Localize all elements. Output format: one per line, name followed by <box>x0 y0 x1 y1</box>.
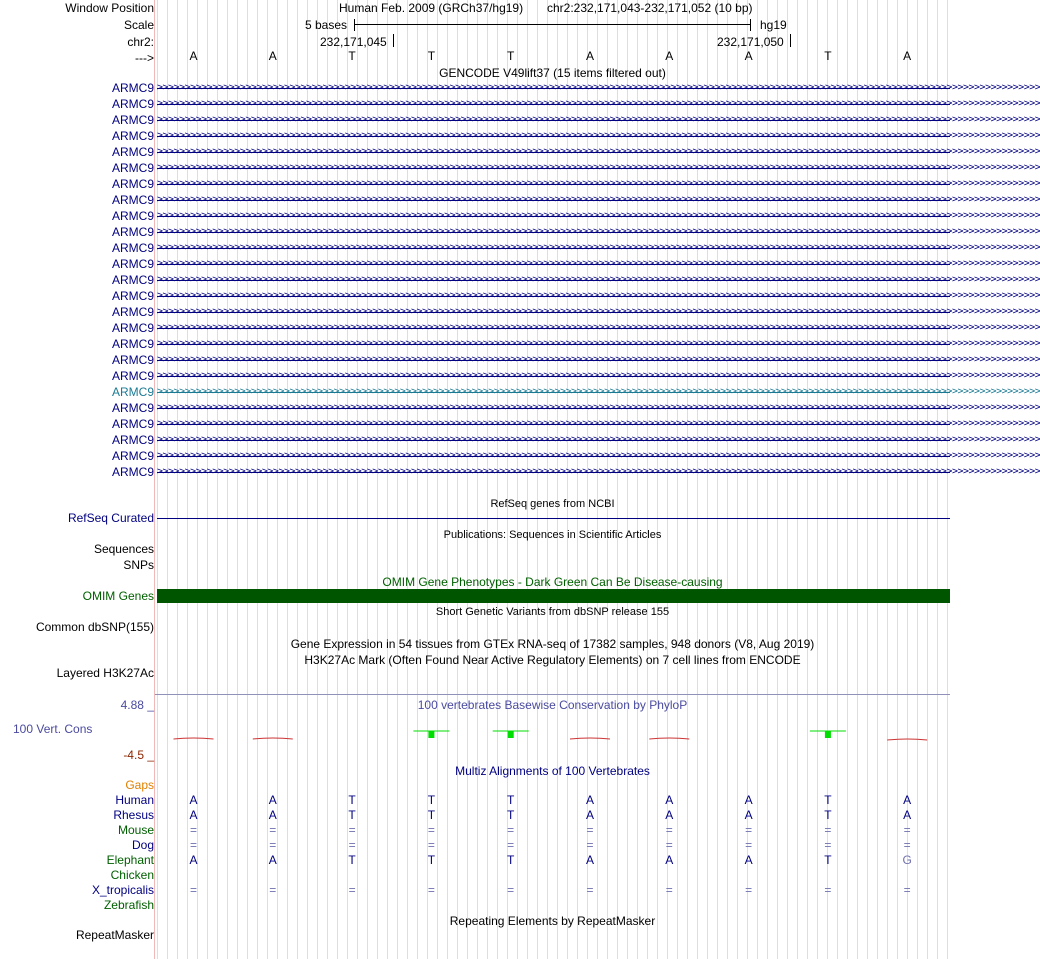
grid-line <box>787 0 788 959</box>
alignment-base: = <box>903 823 911 837</box>
grid-line <box>867 0 868 959</box>
position-readout: chr2:232,171,043-232,171,052 (10 bp) <box>547 1 753 15</box>
grid-line <box>847 0 848 959</box>
alignment-base: A <box>744 793 753 807</box>
grid-line <box>567 0 568 959</box>
alignment-base: T <box>427 808 436 822</box>
alignment-base: = <box>507 883 515 897</box>
alignment-base: = <box>269 823 277 837</box>
gencode-gene-feature[interactable] <box>157 273 1040 287</box>
gencode-gene-feature[interactable] <box>157 337 1040 351</box>
alignment-base: = <box>348 883 356 897</box>
gencode-gene-label[interactable]: ARMC9 <box>111 321 154 335</box>
strand-arrows-icon: >>>>>>>>>>>>>>>>>>>>>>>>>>>>>>>>>>>>>>>>>>>>>>>>>>>>>>>>>>>>>>>>>>>>>>>>>>>>>>>>>>>>>>>>>>>>>>>>>>>>>>>>>>>>>>>>>>>>>>>>>>>>>>>>>>>>>>>>>>>>>>>>>>>>>>>>>>>>>>>> <box>157 338 1040 349</box>
strand-arrows-icon: >>>>>>>>>>>>>>>>>>>>>>>>>>>>>>>>>>>>>>>>>>>>>>>>>>>>>>>>>>>>>>>>>>>>>>>>>>>>>>>>>>>>>>>>>>>>>>>>>>>>>>>>>>>>>>>>>>>>>>>>>>>>>>>>>>>>>>>>>>>>>>>>>>>>>>>>>>>>>>>> <box>157 370 1040 381</box>
dbsnp-track-title[interactable]: Short Genetic Variants from dbSNP release 155 <box>435 606 670 618</box>
gencode-gene-label[interactable]: ARMC9 <box>111 257 154 271</box>
strand-label: ---> <box>135 51 154 65</box>
species-label[interactable]: X_tropicalis <box>91 883 154 897</box>
omim-track-label[interactable]: OMIM Genes <box>82 589 154 603</box>
alignment-base: = <box>745 883 753 897</box>
grid-line <box>177 0 178 959</box>
alignment-base: = <box>348 838 356 852</box>
grid-line <box>537 0 538 959</box>
gencode-gene-label[interactable]: ARMC9 <box>111 161 154 175</box>
scale-db-label: hg19 <box>760 18 787 32</box>
gencode-gene-label[interactable]: ARMC9 <box>111 225 154 239</box>
gencode-gene-label[interactable]: ARMC9 <box>111 145 154 159</box>
gencode-gene-feature[interactable] <box>157 321 1040 335</box>
reference-base: A <box>268 49 277 63</box>
grid-line <box>647 0 648 959</box>
gencode-gene-label[interactable]: ARMC9 <box>111 273 154 287</box>
alignment-base: = <box>269 883 277 897</box>
pubs-track-title[interactable]: Publications: Sequences in Scientific Articles <box>443 529 662 541</box>
phylop-negative-mark <box>887 739 927 740</box>
gencode-gene-feature[interactable] <box>157 225 1040 239</box>
species-label[interactable]: Dog <box>131 838 154 852</box>
grid-line <box>337 0 338 959</box>
phylop-negative-mark <box>649 738 689 739</box>
gencode-gene-feature[interactable] <box>157 161 1040 175</box>
reference-base: A <box>744 49 753 63</box>
h3k27ac-track-title[interactable]: H3K27Ac Mark (Often Found Near Active Regulatory Elements) on 7 cell lines from ENCODE <box>304 653 801 667</box>
gencode-gene-feature[interactable] <box>157 417 1040 431</box>
grid-line <box>447 0 448 959</box>
strand-arrows-icon: >>>>>>>>>>>>>>>>>>>>>>>>>>>>>>>>>>>>>>>>>>>>>>>>>>>>>>>>>>>>>>>>>>>>>>>>>>>>>>>>>>>>>>>>>>>>>>>>>>>>>>>>>>>>>>>>>>>>>>>>>>>>>>>>>>>>>>>>>>>>>>>>>>>>>>>>>>>>>>>> <box>157 242 1040 253</box>
strand-arrows-icon: >>>>>>>>>>>>>>>>>>>>>>>>>>>>>>>>>>>>>>>>>>>>>>>>>>>>>>>>>>>>>>>>>>>>>>>>>>>>>>>>>>>>>>>>>>>>>>>>>>>>>>>>>>>>>>>>>>>>>>>>>>>>>>>>>>>>>>>>>>>>>>>>>>>>>>>>>>>>>>>> <box>157 466 1040 477</box>
alignment-base: A <box>665 793 674 807</box>
alignment-base: = <box>745 838 753 852</box>
alignment-base: A <box>665 853 674 867</box>
omim-feature-bar[interactable] <box>157 589 950 603</box>
alignment-base: T <box>507 808 515 822</box>
strand-arrows-icon: >>>>>>>>>>>>>>>>>>>>>>>>>>>>>>>>>>>>>>>>>>>>>>>>>>>>>>>>>>>>>>>>>>>>>>>>>>>>>>>>>>>>>>>>>>>>>>>>>>>>>>>>>>>>>>>>>>>>>>>>>>>>>>>>>>>>>>>>>>>>>>>>>>>>>>>>>>>>>>>> <box>157 450 1040 461</box>
grid-line <box>617 0 618 959</box>
grid-line <box>247 0 248 959</box>
alignment-base: A <box>665 808 674 822</box>
coord-right: 232,171,050 <box>717 35 784 49</box>
cons-max-label: 4.88 _ <box>120 698 154 712</box>
scale-bases-label: 5 bases <box>305 18 348 32</box>
grid-line <box>697 0 698 959</box>
grid-line <box>237 0 238 959</box>
strand-arrows-icon: >>>>>>>>>>>>>>>>>>>>>>>>>>>>>>>>>>>>>>>>>>>>>>>>>>>>>>>>>>>>>>>>>>>>>>>>>>>>>>>>>>>>>>>>>>>>>>>>>>>>>>>>>>>>>>>>>>>>>>>>>>>>>>>>>>>>>>>>>>>>>>>>>>>>>>>>>>>>>>>> <box>157 98 1040 109</box>
grid-line <box>417 0 418 959</box>
gencode-gene-feature[interactable] <box>157 353 1040 367</box>
species-label[interactable]: Rhesus <box>113 808 154 822</box>
alignment-base: = <box>824 823 832 837</box>
grid-line <box>687 0 688 959</box>
grid-line <box>727 0 728 959</box>
species-label[interactable]: Elephant <box>106 853 154 867</box>
cons-track-title[interactable]: 100 vertebrates Basewise Conservation by PhyloP <box>417 698 688 712</box>
grid-line <box>387 0 388 959</box>
strand-arrows-icon: >>>>>>>>>>>>>>>>>>>>>>>>>>>>>>>>>>>>>>>>>>>>>>>>>>>>>>>>>>>>>>>>>>>>>>>>>>>>>>>>>>>>>>>>>>>>>>>>>>>>>>>>>>>>>>>>>>>>>>>>>>>>>>>>>>>>>>>>>>>>>>>>>>>>>>>>>>>>>>>> <box>157 226 1040 237</box>
strand-arrows-icon: >>>>>>>>>>>>>>>>>>>>>>>>>>>>>>>>>>>>>>>>>>>>>>>>>>>>>>>>>>>>>>>>>>>>>>>>>>>>>>>>>>>>>>>>>>>>>>>>>>>>>>>>>>>>>>>>>>>>>>>>>>>>>>>>>>>>>>>>>>>>>>>>>>>>>>>>>>>>>>>> <box>157 322 1040 333</box>
alignment-base: A <box>189 853 198 867</box>
reference-base: T <box>348 49 356 63</box>
grid-line <box>947 0 948 959</box>
alignment-base: A <box>268 853 277 867</box>
alignment-base: = <box>427 823 435 837</box>
alignment-base: T <box>427 793 436 807</box>
grid-line <box>797 0 798 959</box>
grid-line <box>217 0 218 959</box>
omim-track-title[interactable]: OMIM Gene Phenotypes - Dark Green Can Be Disease-causing <box>382 575 723 589</box>
grid-line <box>857 0 858 959</box>
dbsnp-track-label[interactable]: Common dbSNP(155) <box>35 620 154 634</box>
reference-base: A <box>665 49 674 63</box>
h3k27ac-baseline <box>155 694 950 695</box>
strand-arrows-icon: >>>>>>>>>>>>>>>>>>>>>>>>>>>>>>>>>>>>>>>>>>>>>>>>>>>>>>>>>>>>>>>>>>>>>>>>>>>>>>>>>>>>>>>>>>>>>>>>>>>>>>>>>>>>>>>>>>>>>>>>>>>>>>>>>>>>>>>>>>>>>>>>>>>>>>>>>>>>>>>> <box>157 434 1040 445</box>
gencode-gene-label[interactable]: ARMC9 <box>111 305 154 319</box>
alignment-base: A <box>189 808 198 822</box>
phylop-positive-bar <box>825 731 831 738</box>
grid-line <box>577 0 578 959</box>
alignment-base: = <box>189 883 197 897</box>
alignment-base: T <box>348 853 356 867</box>
alignment-base: = <box>903 838 911 852</box>
reference-base: A <box>585 49 594 63</box>
alignment-base: T <box>507 853 515 867</box>
strand-arrows-icon: >>>>>>>>>>>>>>>>>>>>>>>>>>>>>>>>>>>>>>>>>>>>>>>>>>>>>>>>>>>>>>>>>>>>>>>>>>>>>>>>>>>>>>>>>>>>>>>>>>>>>>>>>>>>>>>>>>>>>>>>>>>>>>>>>>>>>>>>>>>>>>>>>>>>>>>>>>>>>>>> <box>157 194 1040 205</box>
gencode-gene-label[interactable]: ARMC9 <box>111 113 154 127</box>
gencode-gene-label[interactable]: ARMC9 <box>111 209 154 223</box>
strand-arrows-icon: >>>>>>>>>>>>>>>>>>>>>>>>>>>>>>>>>>>>>>>>>>>>>>>>>>>>>>>>>>>>>>>>>>>>>>>>>>>>>>>>>>>>>>>>>>>>>>>>>>>>>>>>>>>>>>>>>>>>>>>>>>>>>>>>>>>>>>>>>>>>>>>>>>>>>>>>>>>>>>>> <box>157 258 1040 269</box>
coord-right-tick <box>790 34 791 47</box>
gencode-gene-feature[interactable] <box>157 433 1040 447</box>
strand-arrows-icon: >>>>>>>>>>>>>>>>>>>>>>>>>>>>>>>>>>>>>>>>>>>>>>>>>>>>>>>>>>>>>>>>>>>>>>>>>>>>>>>>>>>>>>>>>>>>>>>>>>>>>>>>>>>>>>>>>>>>>>>>>>>>>>>>>>>>>>>>>>>>>>>>>>>>>>>>>>>>>>>> <box>157 354 1040 365</box>
strand-arrows-icon: >>>>>>>>>>>>>>>>>>>>>>>>>>>>>>>>>>>>>>>>>>>>>>>>>>>>>>>>>>>>>>>>>>>>>>>>>>>>>>>>>>>>>>>>>>>>>>>>>>>>>>>>>>>>>>>>>>>>>>>>>>>>>>>>>>>>>>>>>>>>>>>>>>>>>>>>>>>>>>>> <box>157 386 1040 397</box>
gencode-gene-label[interactable]: ARMC9 <box>111 337 154 351</box>
assembly-title: Human Feb. 2009 (GRCh37/hg19) <box>339 1 524 15</box>
alignment-base: = <box>189 823 197 837</box>
species-label[interactable]: Chicken <box>110 868 154 882</box>
grid-line <box>637 0 638 959</box>
gencode-gene-feature[interactable] <box>157 289 1040 303</box>
grid-line <box>377 0 378 959</box>
species-label[interactable]: Zebrafish <box>103 898 154 912</box>
gencode-gene-label[interactable]: ARMC9 <box>111 385 154 399</box>
window-position-label: Window Position <box>65 1 154 15</box>
label-divider <box>154 0 155 959</box>
h3k27ac-track-label[interactable]: Layered H3K27Ac <box>56 666 154 680</box>
alignment-base: T <box>348 808 356 822</box>
grid-line <box>317 0 318 959</box>
reference-base: T <box>507 49 515 63</box>
gencode-gene-label[interactable]: ARMC9 <box>111 353 154 367</box>
repeatmasker-track-title[interactable]: Repeating Elements by RepeatMasker <box>449 914 656 928</box>
alignment-base: A <box>268 793 277 807</box>
strand-arrows-icon: >>>>>>>>>>>>>>>>>>>>>>>>>>>>>>>>>>>>>>>>>>>>>>>>>>>>>>>>>>>>>>>>>>>>>>>>>>>>>>>>>>>>>>>>>>>>>>>>>>>>>>>>>>>>>>>>>>>>>>>>>>>>>>>>>>>>>>>>>>>>>>>>>>>>>>>>>>>>>>>> <box>157 402 1040 413</box>
species-label[interactable]: Human <box>115 793 154 807</box>
gencode-gene-feature[interactable] <box>157 449 1040 463</box>
alignment-base: T <box>824 793 832 807</box>
gencode-gene-feature[interactable] <box>157 97 1040 111</box>
alignment-base: = <box>427 883 435 897</box>
gencode-gene-feature[interactable] <box>157 177 1040 191</box>
gencode-gene-feature[interactable] <box>157 113 1040 127</box>
grid-line <box>607 0 608 959</box>
alignment-base: A <box>585 808 594 822</box>
grid-line <box>297 0 298 959</box>
gencode-gene-label[interactable]: ARMC9 <box>111 289 154 303</box>
phylop-negative-mark <box>570 738 610 739</box>
grid-line <box>157 0 158 959</box>
alignment-base: T <box>348 793 356 807</box>
alignment-base: A <box>189 793 198 807</box>
grid-line <box>717 0 718 959</box>
gencode-gene-label[interactable]: ARMC9 <box>111 433 154 447</box>
alignment-base: A <box>903 793 912 807</box>
alignment-base: A <box>268 808 277 822</box>
gencode-gene-label[interactable]: ARMC9 <box>111 401 154 415</box>
species-label[interactable]: Mouse <box>117 823 154 837</box>
grid-line <box>227 0 228 959</box>
grid-line <box>477 0 478 959</box>
coord-left-tick <box>393 34 394 47</box>
gencode-gene-feature[interactable] <box>157 129 1040 143</box>
grid-line <box>367 0 368 959</box>
cons-track-label[interactable]: 100 Vert. Cons <box>13 722 93 736</box>
alignment-base: = <box>586 883 594 897</box>
grid-line <box>257 0 258 959</box>
grid-line <box>327 0 328 959</box>
alignment-base: A <box>585 853 594 867</box>
grid-line <box>777 0 778 959</box>
alignment-base: = <box>665 823 673 837</box>
grid-line <box>527 0 528 959</box>
phylop-negative-mark <box>174 738 214 739</box>
gencode-gene-label[interactable]: ARMC9 <box>111 97 154 111</box>
strand-arrows-icon: >>>>>>>>>>>>>>>>>>>>>>>>>>>>>>>>>>>>>>>>>>>>>>>>>>>>>>>>>>>>>>>>>>>>>>>>>>>>>>>>>>>>>>>>>>>>>>>>>>>>>>>>>>>>>>>>>>>>>>>>>>>>>>>>>>>>>>>>>>>>>>>>>>>>>>>>>>>>>>>> <box>157 290 1040 301</box>
gencode-gene-feature[interactable] <box>157 257 1040 271</box>
gaps-label[interactable]: Gaps <box>125 778 154 792</box>
strand-arrows-icon: >>>>>>>>>>>>>>>>>>>>>>>>>>>>>>>>>>>>>>>>>>>>>>>>>>>>>>>>>>>>>>>>>>>>>>>>>>>>>>>>>>>>>>>>>>>>>>>>>>>>>>>>>>>>>>>>>>>>>>>>>>>>>>>>>>>>>>>>>>>>>>>>>>>>>>>>>>>>>>>> <box>157 82 1040 93</box>
sequences-track-label[interactable]: Sequences <box>93 542 154 556</box>
alignment-base: A <box>903 808 912 822</box>
phylop-graph[interactable] <box>155 715 950 755</box>
strand-arrows-icon: >>>>>>>>>>>>>>>>>>>>>>>>>>>>>>>>>>>>>>>>>>>>>>>>>>>>>>>>>>>>>>>>>>>>>>>>>>>>>>>>>>>>>>>>>>>>>>>>>>>>>>>>>>>>>>>>>>>>>>>>>>>>>>>>>>>>>>>>>>>>>>>>>>>>>>>>>>>>>>>> <box>157 274 1040 285</box>
reference-base: T <box>427 49 436 63</box>
gencode-gene-label[interactable]: ARMC9 <box>111 193 154 207</box>
grid-line <box>887 0 888 959</box>
gencode-gene-label[interactable]: ARMC9 <box>111 369 154 383</box>
grid-line <box>767 0 768 959</box>
gencode-track-title[interactable]: GENCODE V49lift37 (15 items filtered out) <box>439 66 666 80</box>
grid-line <box>457 0 458 959</box>
strand-arrows-icon: >>>>>>>>>>>>>>>>>>>>>>>>>>>>>>>>>>>>>>>>>>>>>>>>>>>>>>>>>>>>>>>>>>>>>>>>>>>>>>>>>>>>>>>>>>>>>>>>>>>>>>>>>>>>>>>>>>>>>>>>>>>>>>>>>>>>>>>>>>>>>>>>>>>>>>>>>>>>>>>> <box>157 306 1040 317</box>
grid-line <box>407 0 408 959</box>
coord-left: 232,171,045 <box>320 35 387 49</box>
grid-line <box>807 0 808 959</box>
grid-line <box>707 0 708 959</box>
alignment-base: T <box>427 853 436 867</box>
reference-base: A <box>903 49 912 63</box>
alignment-base: A <box>744 853 753 867</box>
gencode-gene-feature[interactable] <box>157 241 1040 255</box>
gencode-gene-label[interactable]: ARMC9 <box>111 177 154 191</box>
gencode-gene-label[interactable]: ARMC9 <box>111 241 154 255</box>
grid-line <box>657 0 658 959</box>
gencode-gene-label[interactable]: ARMC9 <box>111 465 154 479</box>
gencode-gene-feature[interactable] <box>157 209 1040 223</box>
alignment-base: = <box>665 838 673 852</box>
alignment-base: = <box>903 883 911 897</box>
alignment-base: A <box>585 793 594 807</box>
alignment-base: = <box>665 883 673 897</box>
grid-line <box>487 0 488 959</box>
refseq-gene-line[interactable] <box>157 518 950 519</box>
snps-track-label[interactable]: SNPs <box>123 558 154 572</box>
grid-line <box>287 0 288 959</box>
alignment-base: = <box>824 838 832 852</box>
gencode-gene-label[interactable]: ARMC9 <box>111 129 154 143</box>
alignment-base: = <box>269 838 277 852</box>
grid-line <box>167 0 168 959</box>
grid-line <box>467 0 468 959</box>
phylop-negative-mark <box>253 738 293 739</box>
scale-bar <box>354 19 751 31</box>
gencode-gene-feature[interactable] <box>157 305 1040 319</box>
refseq-track-label[interactable]: RefSeq Curated <box>67 511 154 525</box>
strand-arrows-icon: >>>>>>>>>>>>>>>>>>>>>>>>>>>>>>>>>>>>>>>>>>>>>>>>>>>>>>>>>>>>>>>>>>>>>>>>>>>>>>>>>>>>>>>>>>>>>>>>>>>>>>>>>>>>>>>>>>>>>>>>>>>>>>>>>>>>>>>>>>>>>>>>>>>>>>>>>>>>>>>> <box>157 146 1040 157</box>
strand-arrows-icon: >>>>>>>>>>>>>>>>>>>>>>>>>>>>>>>>>>>>>>>>>>>>>>>>>>>>>>>>>>>>>>>>>>>>>>>>>>>>>>>>>>>>>>>>>>>>>>>>>>>>>>>>>>>>>>>>>>>>>>>>>>>>>>>>>>>>>>>>>>>>>>>>>>>>>>>>>>>>>>>> <box>157 130 1040 141</box>
grid-line <box>927 0 928 959</box>
gencode-gene-label[interactable]: ARMC9 <box>111 81 154 95</box>
gencode-gene-feature[interactable] <box>157 193 1040 207</box>
alignment-base: = <box>189 838 197 852</box>
gencode-gene-feature[interactable] <box>157 385 1040 399</box>
alignment-base: = <box>586 823 594 837</box>
gencode-gene-label[interactable]: ARMC9 <box>111 417 154 431</box>
strand-arrows-icon: >>>>>>>>>>>>>>>>>>>>>>>>>>>>>>>>>>>>>>>>>>>>>>>>>>>>>>>>>>>>>>>>>>>>>>>>>>>>>>>>>>>>>>>>>>>>>>>>>>>>>>>>>>>>>>>>>>>>>>>>>>>>>>>>>>>>>>>>>>>>>>>>>>>>>>>>>>>>>>>> <box>157 418 1040 429</box>
strand-arrows-icon: >>>>>>>>>>>>>>>>>>>>>>>>>>>>>>>>>>>>>>>>>>>>>>>>>>>>>>>>>>>>>>>>>>>>>>>>>>>>>>>>>>>>>>>>>>>>>>>>>>>>>>>>>>>>>>>>>>>>>>>>>>>>>>>>>>>>>>>>>>>>>>>>>>>>>>>>>>>>>>>> <box>157 210 1040 221</box>
alignment-base: = <box>507 838 515 852</box>
alignment-base: = <box>348 823 356 837</box>
strand-arrows-icon: >>>>>>>>>>>>>>>>>>>>>>>>>>>>>>>>>>>>>>>>>>>>>>>>>>>>>>>>>>>>>>>>>>>>>>>>>>>>>>>>>>>>>>>>>>>>>>>>>>>>>>>>>>>>>>>>>>>>>>>>>>>>>>>>>>>>>>>>>>>>>>>>>>>>>>>>>>>>>>>> <box>157 114 1040 125</box>
alignment-base: = <box>507 823 515 837</box>
gencode-gene-label[interactable]: ARMC9 <box>111 449 154 463</box>
alignment-base: T <box>507 793 515 807</box>
grid-line <box>497 0 498 959</box>
multiz-track-title[interactable]: Multiz Alignments of 100 Vertebrates <box>455 764 650 778</box>
reference-base: T <box>824 49 832 63</box>
gencode-gene-feature[interactable] <box>157 145 1040 159</box>
gencode-gene-feature[interactable] <box>157 369 1040 383</box>
alignment-base: = <box>745 823 753 837</box>
grid-line <box>937 0 938 959</box>
alignment-base: T <box>824 853 832 867</box>
gencode-gene-feature[interactable] <box>157 401 1040 415</box>
repeatmasker-track-label[interactable]: RepeatMasker <box>75 928 154 942</box>
cons-min-label: -4.5 _ <box>123 748 154 762</box>
scale-label: Scale <box>123 18 154 32</box>
gencode-gene-feature[interactable] <box>157 465 1040 479</box>
alignment-base: = <box>427 838 435 852</box>
gencode-gene-feature[interactable] <box>157 81 1040 95</box>
strand-arrows-icon: >>>>>>>>>>>>>>>>>>>>>>>>>>>>>>>>>>>>>>>>>>>>>>>>>>>>>>>>>>>>>>>>>>>>>>>>>>>>>>>>>>>>>>>>>>>>>>>>>>>>>>>>>>>>>>>>>>>>>>>>>>>>>>>>>>>>>>>>>>>>>>>>>>>>>>>>>>>>>>>> <box>157 178 1040 189</box>
grid-line <box>557 0 558 959</box>
alignment-base: G <box>902 853 912 867</box>
grid-line <box>627 0 628 959</box>
phylop-positive-bar <box>428 731 434 738</box>
strand-arrows-icon: >>>>>>>>>>>>>>>>>>>>>>>>>>>>>>>>>>>>>>>>>>>>>>>>>>>>>>>>>>>>>>>>>>>>>>>>>>>>>>>>>>>>>>>>>>>>>>>>>>>>>>>>>>>>>>>>>>>>>>>>>>>>>>>>>>>>>>>>>>>>>>>>>>>>>>>>>>>>>>>> <box>157 162 1040 173</box>
alignment-base: T <box>824 808 832 822</box>
refseq-track-title[interactable]: RefSeq genes from NCBI <box>490 498 615 510</box>
grid-line <box>877 0 878 959</box>
alignment-base: = <box>586 838 594 852</box>
grid-line <box>207 0 208 959</box>
grid-line <box>307 0 308 959</box>
grid-line <box>397 0 398 959</box>
chr-label: chr2: <box>127 35 154 49</box>
alignment-base: = <box>824 883 832 897</box>
alignment-base: A <box>744 808 753 822</box>
gtex-track-title[interactable]: Gene Expression in 54 tissues from GTEx RNA-seq of 17382 samples, 948 donors (V8, Aug 2019) <box>290 637 815 651</box>
phylop-positive-bar <box>508 731 514 738</box>
reference-base: A <box>189 49 198 63</box>
grid-line <box>547 0 548 959</box>
track-label-column <box>0 0 154 959</box>
